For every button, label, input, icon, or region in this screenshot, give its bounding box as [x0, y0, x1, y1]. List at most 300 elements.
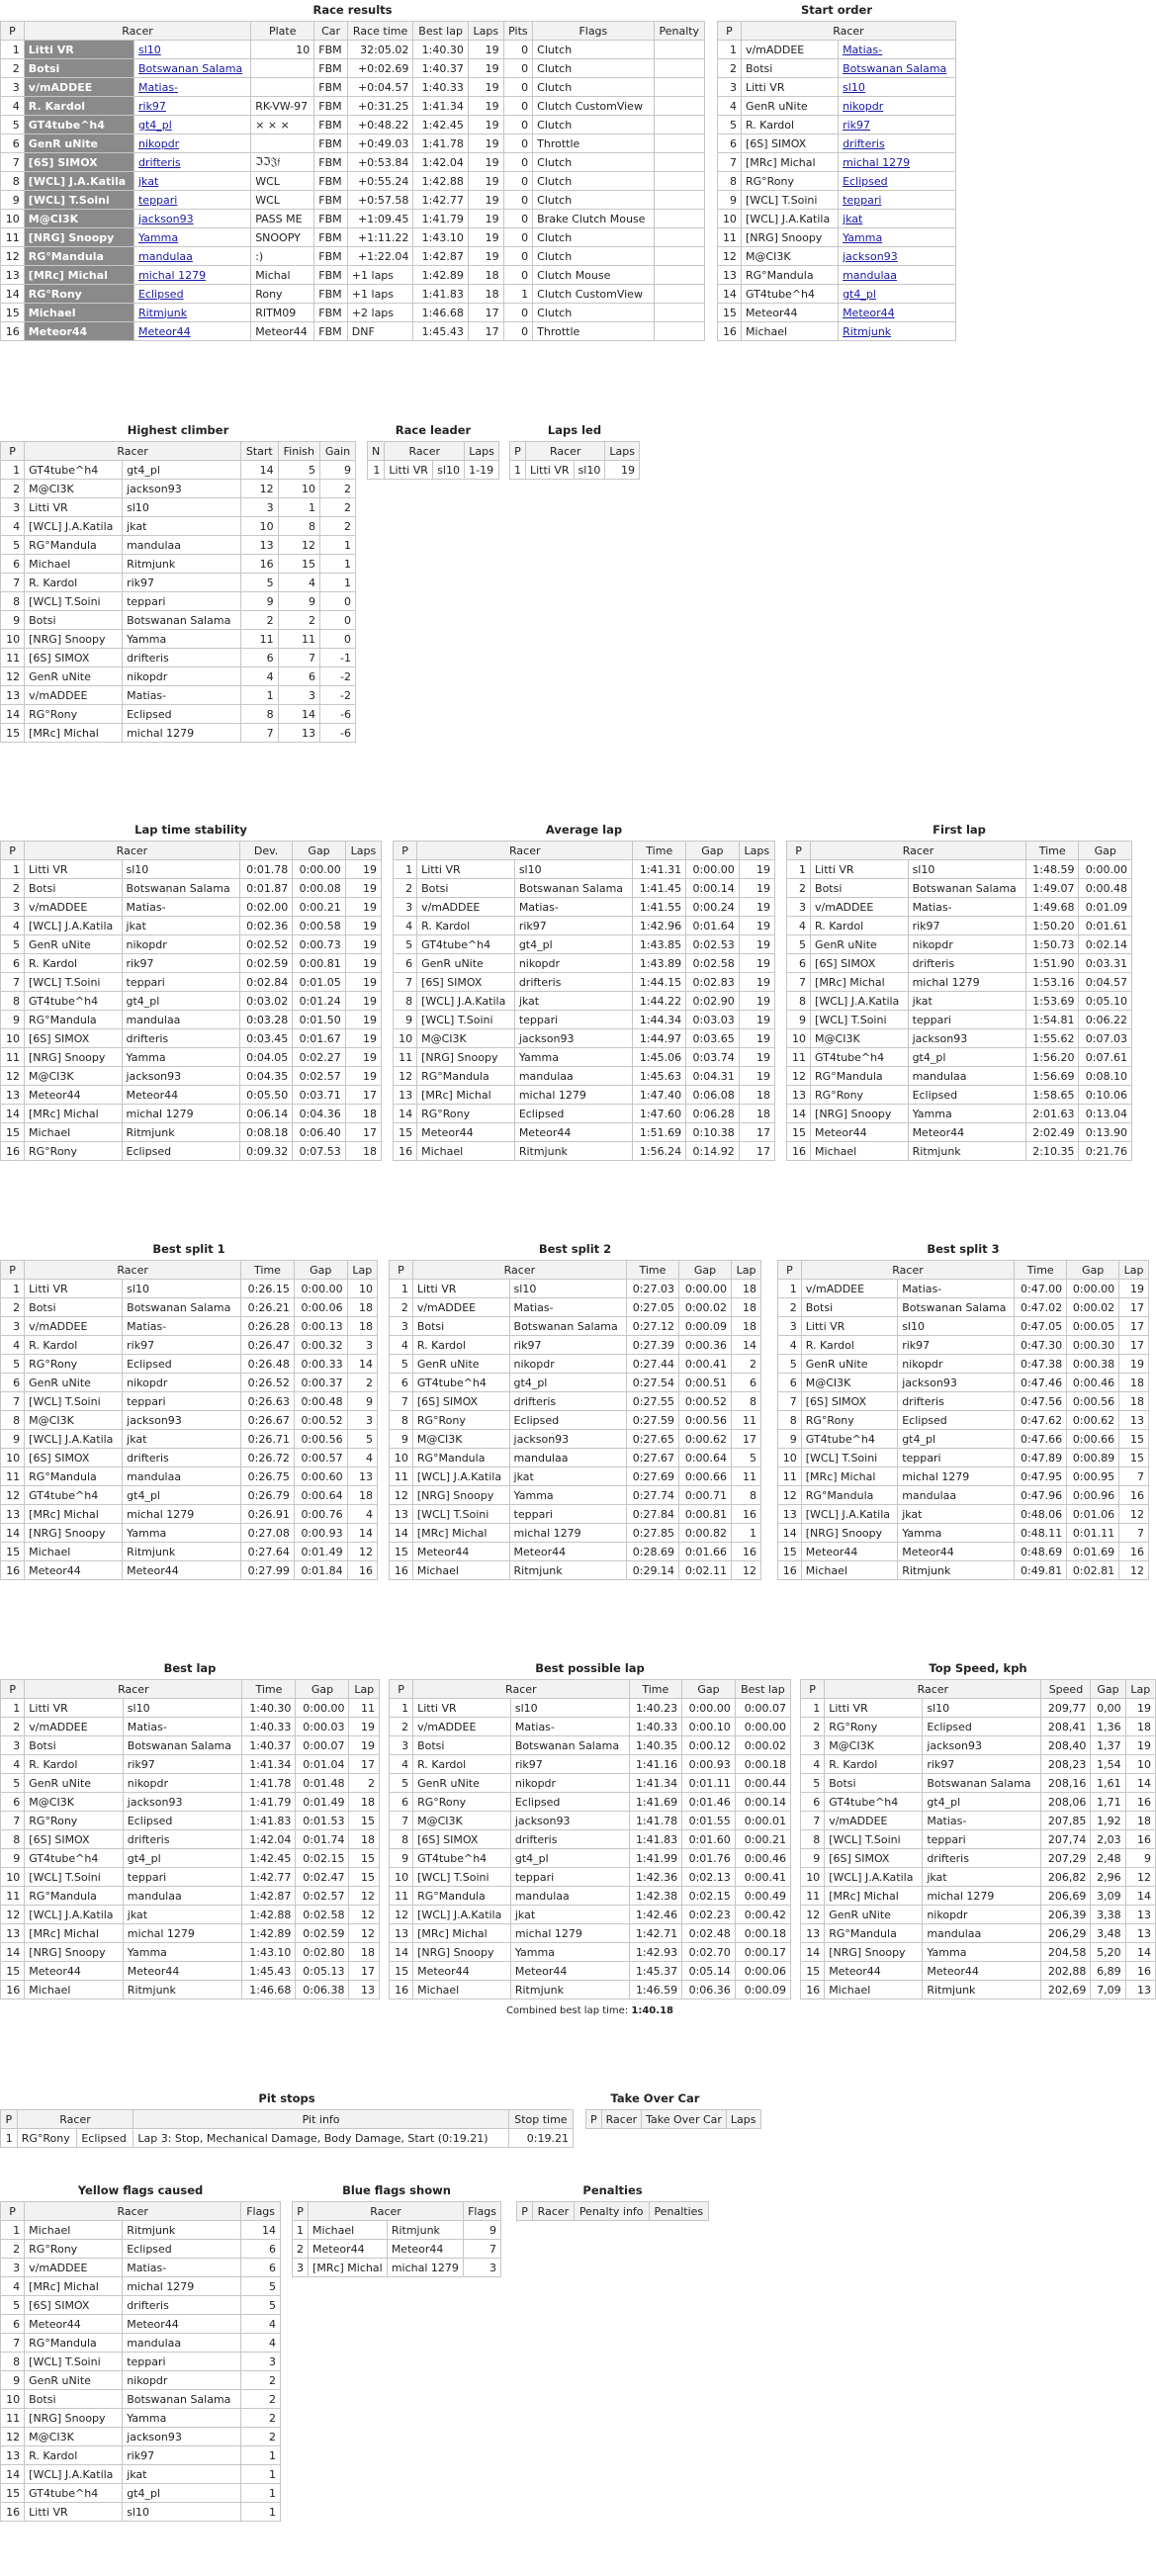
racer-cell: GenR uNite	[25, 667, 123, 686]
table-row	[787, 1086, 1132, 1105]
table-cell: mandulaa	[898, 1486, 1015, 1505]
racer-cell: R. Kardol	[24, 97, 133, 116]
racer-cell: Botsi	[412, 1317, 509, 1336]
table-cell: 2	[241, 2409, 281, 2428]
racer-cell: [MRc] Michal	[25, 1105, 122, 1123]
table-cell: Botswanan Salama	[510, 1736, 629, 1755]
racer-profile-link[interactable]: michal 1279	[137, 268, 207, 282]
table-row	[1, 191, 705, 210]
table-cell: Meteor44	[514, 1123, 633, 1142]
racer-profile-link[interactable]: jkat	[843, 212, 863, 225]
table-cell: 1:51.69	[633, 1123, 686, 1142]
racer-cell: [6S] SIMOX	[825, 1849, 923, 1868]
table-cell: nikopdr	[509, 1355, 626, 1374]
table-cell: 5,20	[1091, 1943, 1125, 1962]
position-cell: 11	[1, 1467, 25, 1486]
table-cell: 206,29	[1041, 1924, 1091, 1943]
table-cell: Michal	[251, 266, 314, 285]
table-cell: 0:47.38	[1015, 1355, 1067, 1374]
table-cell: 0	[503, 116, 532, 134]
position-cell: 2	[1, 879, 25, 898]
position-cell: 5	[1, 116, 25, 134]
racer-cell: R. Kardol	[801, 1336, 897, 1355]
table-cell: 4	[278, 574, 319, 592]
table-cell: 2	[241, 2428, 281, 2446]
racer-profile-link[interactable]: rik97	[137, 99, 166, 113]
combined-best-lap-value: 1:40.18	[631, 2005, 673, 2016]
table-cell: mandulaa	[123, 1887, 242, 1906]
table-cell: 1:56.69	[1025, 1067, 1079, 1086]
column-header: P	[1, 442, 25, 461]
table-cell: × × ×	[251, 116, 314, 134]
racer-profile-link[interactable]: Yamma	[843, 230, 883, 244]
table-row	[1, 705, 356, 724]
table-cell: teppari	[898, 1449, 1015, 1467]
racer-profile-link[interactable]: gt4_pl	[137, 118, 172, 132]
table-cell: 0:01.55	[682, 1812, 736, 1830]
table-cell: 1:41.99	[629, 1849, 682, 1868]
racer-cell: [MRc] Michal	[24, 266, 133, 285]
table-cell: mandulaa	[514, 1067, 633, 1086]
table-cell: DNF	[347, 322, 413, 341]
position-cell: 9	[1, 1430, 25, 1449]
racer-profile-link[interactable]: Meteor44	[137, 324, 191, 338]
table-cell	[133, 228, 250, 247]
racer-profile-link[interactable]: gt4_pl	[843, 287, 876, 301]
table-row	[801, 1718, 1156, 1736]
table-row	[1, 41, 705, 59]
position-cell: 3	[390, 1736, 413, 1755]
column-header: Laps	[465, 442, 499, 461]
table-cell: Matias-	[510, 1718, 629, 1736]
position-cell: 4	[1, 97, 25, 116]
racer-profile-link[interactable]: Yamma	[137, 230, 179, 244]
racer-cell: [WCL] J.A.Katila	[25, 1906, 124, 1924]
racer-cell: R. Kardol	[25, 2446, 123, 2465]
table-cell: 0:00.24	[686, 898, 740, 917]
racer-cell: Litti VR	[25, 1280, 123, 1298]
racer-cell: Litti VR	[25, 1699, 124, 1718]
table-cell: 7,09	[1091, 1981, 1125, 1999]
table-cell: 1:41.78	[242, 1774, 296, 1793]
racer-profile-link[interactable]: rik97	[843, 118, 871, 132]
racer-cell: [NRG] Snoopy	[25, 1943, 124, 1962]
position-cell: 2	[1, 480, 25, 498]
table-cell: 0:06.22	[1079, 1011, 1132, 1029]
table-cell: nikopdr	[123, 2371, 241, 2390]
table-cell	[839, 97, 956, 116]
table-cell: 0:00.21	[735, 1830, 790, 1849]
table-cell: 0:03.03	[686, 1011, 740, 1029]
racer-profile-link[interactable]: Eclipsed	[843, 174, 888, 188]
column-header: Time	[626, 1261, 678, 1280]
table-cell: jackson93	[510, 1812, 629, 1830]
racer-cell: [NRG] Snoopy	[24, 228, 133, 247]
table-cell: 1:42.96	[633, 917, 686, 935]
position-cell: 12	[1, 1906, 25, 1924]
table-cell: jkat	[123, 1906, 242, 1924]
table-cell: 0:08.10	[1079, 1067, 1132, 1086]
table-row	[787, 1142, 1132, 1161]
racer-cell: Michael	[417, 1142, 515, 1161]
racer-cell: Michael	[801, 1561, 897, 1580]
racer-cell: GenR uNite	[811, 935, 909, 954]
table-cell: 0:00.44	[735, 1774, 790, 1793]
position-cell: 8	[1, 2353, 25, 2371]
table-cell: FBM	[314, 266, 348, 285]
position-cell: 15	[1, 1543, 25, 1561]
table-cell: 0:00.02	[1067, 1298, 1119, 1317]
table-cell: 0:04.36	[293, 1105, 345, 1123]
race-results-section	[0, 0, 705, 341]
best-split-1-section	[0, 1239, 378, 1580]
column-header: P	[778, 1261, 802, 1280]
racer-profile-link[interactable]: Botswanan Salama	[137, 61, 243, 75]
table-row	[1, 1317, 378, 1336]
table-cell: 32:05.02	[347, 41, 413, 59]
table-cell: 9	[319, 461, 355, 480]
position-cell: 7	[801, 1812, 825, 1830]
table-cell: 0:27.67	[626, 1449, 678, 1467]
table-cell: 0:00.07	[735, 1699, 790, 1718]
position-cell: 12	[1, 1486, 25, 1505]
table-cell: 19	[1119, 1280, 1149, 1298]
table-cell: 0:01.06	[1067, 1505, 1119, 1524]
racer-profile-link[interactable]: sl10	[137, 43, 161, 56]
table-cell: jkat	[923, 1868, 1041, 1887]
racer-profile-link[interactable]: nikopdr	[843, 99, 884, 113]
table-cell: 1:42.77	[242, 1868, 296, 1887]
position-cell: 16	[1, 2503, 25, 2522]
racer-profile-link[interactable]: teppari	[137, 193, 178, 207]
table-cell: 0:27.99	[241, 1561, 295, 1580]
table-cell: 0:07.03	[1079, 1029, 1132, 1048]
table-cell: 0	[503, 247, 532, 266]
racer-cell: Michael	[741, 322, 838, 341]
racer-cell: v/mADDEE	[25, 898, 122, 917]
table-cell: Botswanan Salama	[123, 611, 241, 630]
table-cell: 0:00.00	[1079, 860, 1132, 879]
table-cell: 19	[739, 954, 774, 973]
racer-cell: Litti VR	[25, 498, 123, 517]
position-cell: 1	[778, 1280, 802, 1298]
racer-cell: RG°Rony	[17, 2129, 77, 2148]
position-cell: 4	[1, 917, 25, 935]
racer-cell: v/mADDEE	[825, 1812, 923, 1830]
racer-cell: [6S] SIMOX	[25, 1830, 124, 1849]
table-cell: Botswanan Salama	[514, 879, 633, 898]
racer-cell: RG°Rony	[25, 705, 123, 724]
table-row	[390, 1830, 791, 1849]
position-cell: 16	[1, 322, 25, 341]
table-cell: michal 1279	[510, 1924, 629, 1943]
table-cell: Matias-	[923, 1812, 1041, 1830]
table-cell: 0:27.03	[626, 1280, 678, 1298]
table-cell: 1:40.33	[413, 78, 469, 97]
position-cell: 11	[801, 1887, 825, 1906]
table-cell: 1:49.68	[1025, 898, 1079, 917]
table-cell: 0:48.11	[1015, 1524, 1067, 1543]
racer-cell: Botsi	[741, 59, 838, 78]
racer-cell: GenR uNite	[801, 1355, 897, 1374]
table-cell: 2	[319, 517, 355, 536]
pit-stops-title: Pit stops	[258, 2091, 315, 2105]
table-row	[1, 2296, 281, 2315]
racer-cell: R. Kardol	[25, 1755, 124, 1774]
racer-cell: [WCL] J.A.Katila	[412, 1467, 509, 1486]
table-cell: 0:02.00	[239, 898, 292, 917]
racer-cell: M@CI3K	[811, 1029, 909, 1048]
position-cell: 8	[390, 1830, 413, 1849]
table-cell: 0:27.08	[241, 1524, 295, 1543]
position-cell: 11	[718, 228, 742, 247]
racer-profile-link[interactable]: drifteris	[137, 155, 181, 169]
table-cell	[839, 247, 956, 266]
racer-cell: M@CI3K	[413, 1812, 511, 1830]
racer-cell: RG°Mandula	[25, 536, 123, 555]
take-over-car-title: Take Over Car	[610, 2091, 700, 2105]
table-cell: 12	[1119, 1505, 1149, 1524]
table-cell	[251, 59, 314, 78]
table-cell: sl10	[908, 860, 1025, 879]
table-cell: Botswanan Salama	[923, 1774, 1041, 1793]
table-cell	[133, 41, 250, 59]
table-row	[1, 1887, 380, 1906]
racer-cell: [MRc] Michal	[801, 1467, 897, 1486]
table-row	[1, 898, 382, 917]
header-row	[778, 1261, 1149, 1280]
table-cell: 14	[347, 1524, 377, 1543]
table-cell: Clutch	[533, 172, 654, 191]
table-cell: 0:10.06	[1079, 1086, 1132, 1105]
column-header: Racer	[811, 842, 1026, 860]
table-row	[778, 1543, 1149, 1561]
racer-cell: Meteor44	[25, 1561, 123, 1580]
racer-profile-link[interactable]: drifteris	[843, 136, 885, 150]
table-cell: +0:31.25	[347, 97, 413, 116]
position-cell: 8	[801, 1830, 825, 1849]
yellow-flags-title: Yellow flags caused	[77, 2183, 204, 2197]
column-header: Race time	[347, 22, 413, 41]
racer-profile-link[interactable]: Ritmjunk	[843, 324, 892, 338]
table-cell: Meteor44	[122, 1086, 239, 1105]
position-cell: 13	[390, 1924, 413, 1943]
table-cell: nikopdr	[898, 1355, 1015, 1374]
racer-cell: [6S] SIMOX	[25, 1449, 123, 1467]
racer-cell: GenR uNite	[417, 954, 515, 973]
racer-profile-link[interactable]: Eclipsed	[137, 287, 184, 301]
table-cell: teppari	[923, 1830, 1041, 1849]
table-cell: 0:26.67	[241, 1411, 295, 1430]
position-cell: 7	[390, 1392, 413, 1411]
table-cell: 0:01.84	[294, 1561, 347, 1580]
column-header: Gap	[686, 842, 740, 860]
table-cell: jackson93	[923, 1736, 1041, 1755]
table-cell: Eclipsed	[122, 1142, 239, 1161]
table-row	[787, 860, 1132, 879]
position-cell: 12	[1, 247, 25, 266]
table-cell: mandulaa	[123, 536, 241, 555]
table-cell: 19	[468, 78, 503, 97]
table-cell: 5	[347, 1430, 377, 1449]
racer-cell: Botsi	[825, 1774, 923, 1793]
table-row	[801, 1943, 1156, 1962]
table-cell: michal 1279	[387, 2259, 463, 2277]
racer-profile-link[interactable]: Matias-	[137, 80, 179, 94]
table-cell: 0:00.73	[293, 935, 345, 954]
position-cell: 7	[1, 153, 25, 172]
table-cell: 2,03	[1091, 1830, 1125, 1849]
table-row	[368, 461, 499, 480]
racer-cell: [MRc] Michal	[811, 973, 909, 992]
table-cell: RK-VW-97	[251, 97, 314, 116]
racer-cell: [WCL] T.Soini	[412, 1505, 509, 1524]
position-cell: 1	[1, 461, 25, 480]
table-row	[394, 1105, 775, 1123]
position-cell: 14	[778, 1524, 802, 1543]
column-header: Speed	[1041, 1680, 1091, 1699]
table-cell: 19	[739, 973, 774, 992]
best-lap-section	[0, 1658, 380, 1999]
table-cell: 0:00.00	[296, 1699, 349, 1718]
header-row	[718, 22, 956, 41]
position-cell: 5	[778, 1355, 802, 1374]
racer-profile-link[interactable]: mandulaa	[137, 249, 193, 263]
racer-cell: GT4tube^h4	[25, 1849, 124, 1868]
table-row	[1, 2334, 281, 2353]
column-header: Time	[241, 1261, 295, 1280]
position-cell: 13	[778, 1505, 802, 1524]
table-cell: Ritmjunk	[923, 1981, 1041, 1999]
table-row	[801, 1981, 1156, 1999]
table-cell: 18	[739, 1105, 774, 1123]
racer-cell: v/mADDEE	[412, 1298, 509, 1317]
table-cell: 1	[240, 686, 278, 705]
racer-cell: [MRc] Michal	[412, 1524, 509, 1543]
column-header: Penalties	[649, 2202, 708, 2221]
position-cell: 10	[1, 1449, 25, 1467]
racer-cell: v/mADDEE	[801, 1280, 897, 1298]
table-cell: 1:41.31	[633, 860, 686, 879]
table-cell: 0:19.21	[508, 2129, 573, 2148]
position-cell: 16	[778, 1561, 802, 1580]
table-cell: Meteor44	[123, 1561, 241, 1580]
table-cell: 0:00.06	[735, 1962, 790, 1981]
table-cell: FBM	[314, 304, 348, 322]
position-cell: 10	[1, 630, 25, 649]
position-cell: 3	[1, 1736, 25, 1755]
column-header: Gap	[1067, 1261, 1119, 1280]
racer-profile-link[interactable]: jackson93	[137, 212, 194, 225]
table-cell: 12	[1119, 1561, 1149, 1580]
table-cell: Meteor44	[908, 1123, 1025, 1142]
table-cell: SNOOPY	[251, 228, 314, 247]
table-cell: 0:26.21	[241, 1298, 295, 1317]
table-cell	[654, 191, 704, 210]
table-row	[510, 461, 640, 480]
racer-profile-link[interactable]: mandulaa	[843, 268, 897, 282]
position-cell: 11	[1, 649, 25, 667]
table-cell: Clutch Mouse	[533, 266, 654, 285]
table-cell: 0:21.76	[1079, 1142, 1132, 1161]
table-row	[787, 1067, 1132, 1086]
table-row	[1, 1561, 378, 1580]
take-over-car-section	[585, 2088, 756, 2129]
table-cell: 18	[349, 1943, 380, 1962]
table-cell: 19	[345, 898, 381, 917]
racer-cell: [NRG] Snoopy	[25, 630, 123, 649]
racer-cell: RG°Rony	[25, 1142, 122, 1161]
top-speed-section	[800, 1658, 1156, 1999]
table-cell: 2	[732, 1355, 761, 1374]
table-cell: sl10	[514, 860, 633, 879]
table-cell: 11	[278, 630, 319, 649]
table-cell: 17	[1119, 1298, 1149, 1317]
racer-profile-link[interactable]: michal 1279	[843, 155, 911, 169]
table-cell: drifteris	[908, 954, 1025, 973]
racer-profile-link[interactable]: sl10	[843, 80, 865, 94]
position-cell: 13	[390, 1505, 413, 1524]
table-row	[778, 1298, 1149, 1317]
position-cell: 11	[787, 1048, 811, 1067]
racer-profile-link[interactable]: Meteor44	[843, 306, 895, 319]
table-cell: FBM	[314, 285, 348, 304]
racer-profile-link[interactable]: Matias-	[843, 43, 883, 56]
column-header: Racer	[533, 2202, 575, 2221]
racer-cell: Litti VR	[811, 860, 909, 879]
table-cell: 0:04.05	[239, 1048, 292, 1067]
racer-cell: Meteor44	[413, 1962, 511, 1981]
table-cell	[654, 304, 704, 322]
table-cell: 0:00.60	[294, 1467, 347, 1486]
table-cell: 0:47.46	[1015, 1374, 1067, 1392]
table-cell: +1:22.04	[347, 247, 413, 266]
table-cell: PASS ME	[251, 210, 314, 228]
racer-cell: [MRc] Michal	[741, 153, 838, 172]
position-cell: 10	[787, 1029, 811, 1048]
table-cell: +1:09.45	[347, 210, 413, 228]
racer-profile-link[interactable]: teppari	[843, 193, 882, 207]
racer-cell: Meteor44	[825, 1962, 923, 1981]
table-cell: 0:00.03	[296, 1718, 349, 1736]
header-row	[293, 2202, 501, 2221]
table-cell: teppari	[514, 1011, 633, 1029]
racer-profile-link[interactable]: Ritmjunk	[137, 306, 188, 319]
table-cell: 13	[1125, 1924, 1155, 1943]
racer-profile-link[interactable]: jackson93	[843, 249, 898, 263]
average-lap-section	[393, 820, 775, 1161]
table-cell: jackson93	[123, 1411, 241, 1430]
table-cell: Matias-	[908, 898, 1025, 917]
table-row	[394, 898, 775, 917]
table-cell: sl10	[433, 461, 465, 480]
table-cell	[133, 210, 250, 228]
racer-cell: Litti VR	[741, 78, 838, 97]
racer-profile-link[interactable]: nikopdr	[137, 136, 180, 150]
table-row	[1, 2409, 281, 2428]
position-cell: 13	[718, 266, 742, 285]
table-cell: 17	[1119, 1336, 1149, 1355]
racer-cell: RG°Rony	[412, 1411, 509, 1430]
racer-profile-link[interactable]: Botswanan Salama	[843, 61, 947, 75]
position-cell: 9	[1, 2371, 25, 2390]
column-header: Dev.	[239, 842, 292, 860]
racer-cell: Litti VR	[24, 41, 133, 59]
racer-profile-link[interactable]: jkat	[137, 174, 159, 188]
position-cell: 3	[1, 898, 25, 917]
table-cell: 8	[278, 517, 319, 536]
table-cell	[133, 97, 250, 116]
